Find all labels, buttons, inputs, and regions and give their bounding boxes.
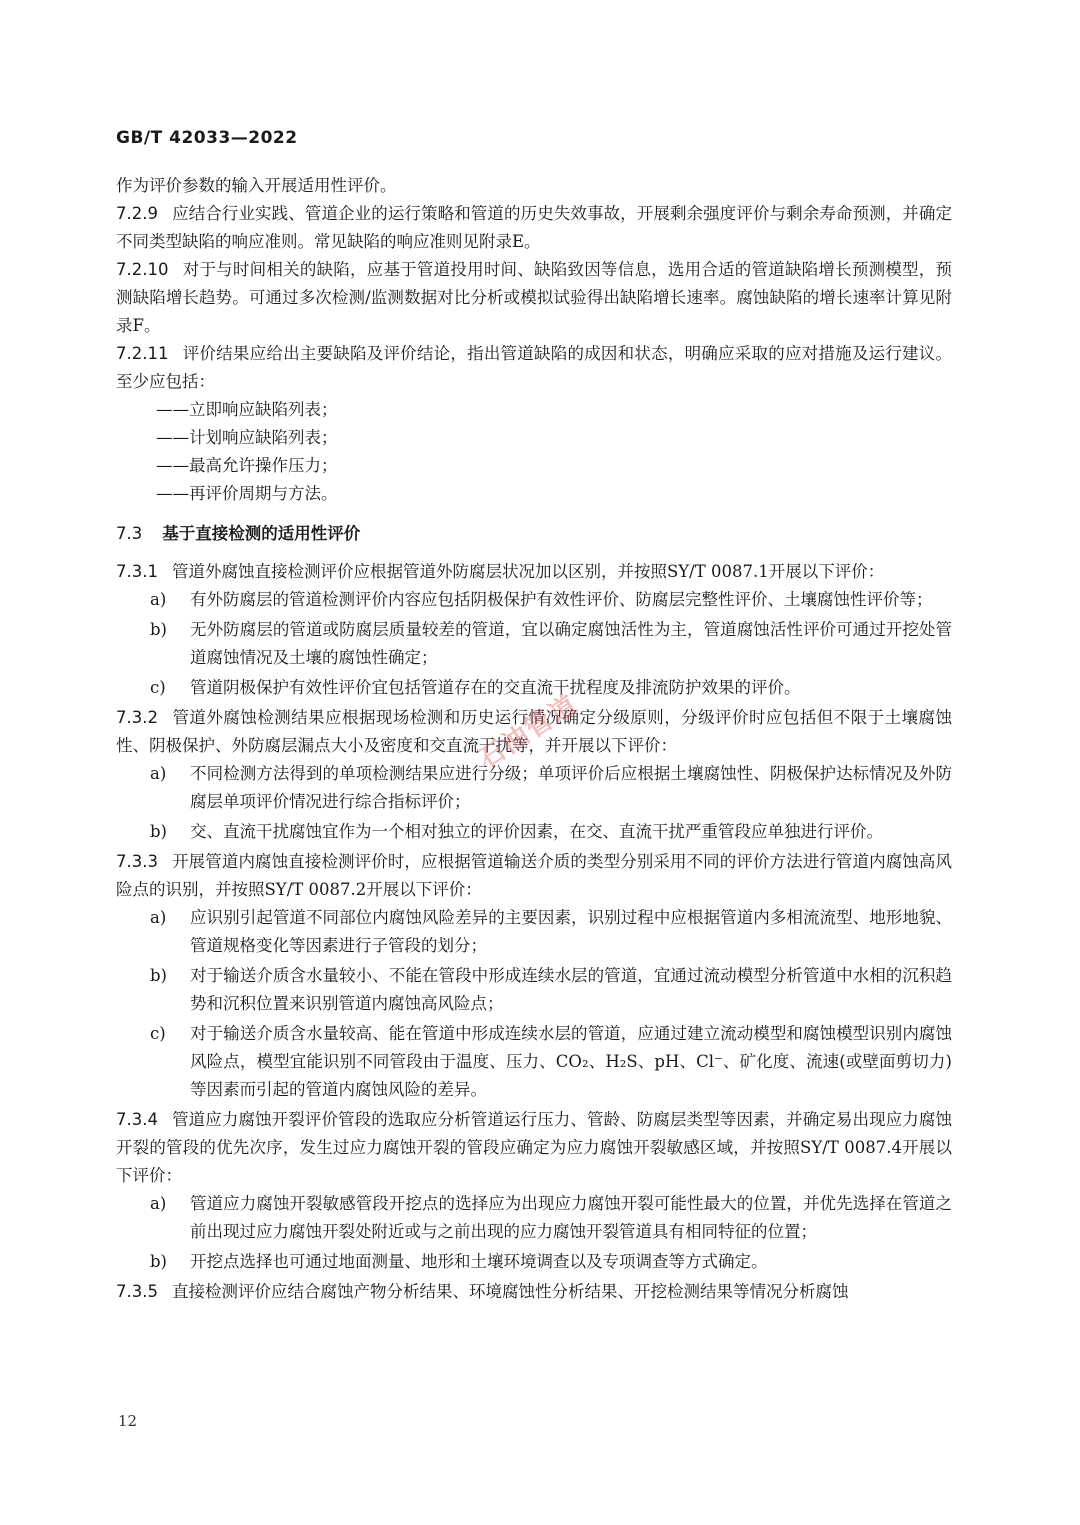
clause-number: 7.2.10 xyxy=(116,260,169,279)
clause-7-2-9 xyxy=(116,200,952,256)
clause-7-3-1 xyxy=(116,558,952,586)
list-text: 管道应力腐蚀开裂敏感管段开挖点的选择应为出现应力腐蚀开裂可能性最大的位置，并优先选择在管道之前出现过应力腐蚀开裂处附近或与之前出现的应力腐蚀开裂管道具有相同特征的位置； xyxy=(190,1194,952,1241)
dash-item: ——计划响应缺陷列表； xyxy=(156,428,338,447)
clause-text: 评价结果应给出主要缺陷及评价结论，指出管道缺陷的成因和状态，明确应采取的应对措施及运行建议。至少应包括： xyxy=(116,344,952,391)
list-item xyxy=(116,1020,952,1104)
list-marker: a) xyxy=(150,764,167,783)
clause-number: 7.3.4 xyxy=(116,1110,158,1129)
clause-text: 管道应力腐蚀开裂评价管段的选取应分析管道运行压力、管龄、防腐层类型等因素，并确定易出现应力腐蚀开裂的管段的优先次序，发生过应力腐蚀开裂的管段应确定为应力腐蚀开裂敏感区域，并按照SY/T 0087.4开展以下评价： xyxy=(116,1110,952,1185)
clause-number: 7.2.9 xyxy=(116,204,158,223)
dash-item: ——立即响应缺陷列表； xyxy=(156,400,338,419)
list-text: 对于输送介质含水量较高、能在管道中形成连续水层的管道，应通过建立流动模型和腐蚀模型识别内腐蚀风险点，模型宜能识别不同管段由于温度、压力、CO₂、H₂S、pH、Cl⁻、矿化度、流速(或壁面剪切力)等因素而引起的管道内腐蚀风险的差异。 xyxy=(190,1024,952,1099)
dash-item: ——再评价周期与方法。 xyxy=(156,484,338,503)
list-marker: a) xyxy=(150,908,167,927)
clause-number: 7.3.1 xyxy=(116,562,158,581)
list-marker: c) xyxy=(150,678,166,697)
list-item xyxy=(116,586,952,614)
clause-number: 7.3.3 xyxy=(116,852,158,871)
dash-item: ——最高允许操作压力； xyxy=(156,456,338,475)
list-item xyxy=(116,962,952,1018)
list-item xyxy=(116,818,952,846)
clause-text: 开展管道内腐蚀直接检测评价时，应根据管道输送介质的类型分别采用不同的评价方法进行管道内腐蚀高风险点的识别，并按照SY/T 0087.2开展以下评价： xyxy=(116,852,952,899)
clause-text: 管道外腐蚀直接检测评价应根据管道外防腐层状况加以区别，并按照SY/T 0087.1开展以下评价： xyxy=(171,562,885,581)
list-text: 不同检测方法得到的单项检测结果应进行分级；单项评价后应根据土壤腐蚀性、阴极保护达标情况及外防腐层单项评价情况进行综合指标评价； xyxy=(190,764,952,811)
list-text: 应识别引起管道不同部位内腐蚀风险差异的主要因素，识别过程中应根据管道内多相流流型、地形地貌、管道规格变化等因素进行子管段的划分； xyxy=(190,908,952,955)
list-text: 无外防腐层的管道或防腐层质量较差的管道，宜以确定腐蚀活性为主，管道腐蚀活性评价可通过开挖处管道腐蚀情况及土壤的腐蚀性确定； xyxy=(190,620,952,667)
clause-text: 管道外腐蚀检测结果应根据现场检测和历史运行情况确定分级原则，分级评价时应包括但不限于土壤腐蚀性、阴极保护、外防腐层漏点大小及密度和交直流干扰等，并开展以下评价： xyxy=(116,708,952,755)
clause-7-3-5 xyxy=(116,1278,952,1306)
list-text: 管道阴极保护有效性评价宜包括管道存在的交直流干扰程度及排流防护效果的评价。 xyxy=(190,678,801,697)
section-title: 基于直接检测的适用性评价 xyxy=(162,524,361,543)
list-marker: b) xyxy=(150,822,167,841)
list-text: 开挖点选择也可通过地面测量、地形和土壤环境调查以及专项调查等方式确定。 xyxy=(190,1252,768,1271)
list-item xyxy=(116,760,952,816)
standard-code-header: GB/T 42033—2022 xyxy=(116,128,298,148)
clause-number: 7.3.2 xyxy=(116,708,158,727)
clause-text: 直接检测评价应结合腐蚀产物分析结果、环境腐蚀性分析结果、开挖检测结果等情况分析腐蚀 xyxy=(171,1282,849,1301)
list-item xyxy=(116,616,952,672)
intro-paragraph: 作为评价参数的输入开展适用性评价。 xyxy=(116,176,397,195)
list-item xyxy=(116,674,952,702)
clause-7-3-4 xyxy=(116,1106,952,1190)
list-item xyxy=(116,904,952,960)
list-text: 交、直流干扰腐蚀宜作为一个相对独立的评价因素，在交、直流干扰严重管段应单独进行评价。 xyxy=(190,822,883,841)
clause-7-3-3 xyxy=(116,848,952,904)
list-marker: b) xyxy=(150,620,167,639)
section-heading-7-3 xyxy=(116,520,952,548)
clause-7-2-11 xyxy=(116,340,952,396)
clause-7-2-10 xyxy=(116,256,952,340)
list-text: 有外防腐层的管道检测评价内容应包括阴极保护有效性评价、防腐层完整性评价、土壤腐蚀性评价等； xyxy=(190,590,933,609)
list-marker: a) xyxy=(150,590,167,609)
clause-text: 应结合行业实践、管道企业的运行策略和管道的历史失效事故，开展剩余强度评价与剩余寿命预测，并确定不同类型缺陷的响应准则。常见缺陷的响应准则见附录E。 xyxy=(116,204,952,251)
list-item xyxy=(116,1248,952,1276)
list-item xyxy=(116,1190,952,1246)
list-text: 对于输送介质含水量较小、不能在管段中形成连续水层的管道，宜通过流动模型分析管道中水相的沉积趋势和沉积位置来识别管道内腐蚀高风险点； xyxy=(190,966,952,1013)
clause-number: 7.3.5 xyxy=(116,1282,158,1301)
list-marker: c) xyxy=(150,1024,166,1043)
section-number: 7.3 xyxy=(116,524,143,543)
page-number: 12 xyxy=(118,1412,138,1430)
list-marker: b) xyxy=(150,1252,167,1271)
clause-text: 对于与时间相关的缺陷，应基于管道投用时间、缺陷致因等信息，选用合适的管道缺陷增长预测模型，预测缺陷增长趋势。可通过多次检测/监测数据对比分析或模拟试验得出缺陷增长速率。腐蚀缺陷的增长速率计算见附录F。 xyxy=(116,260,952,335)
list-marker: b) xyxy=(150,966,167,985)
clause-number: 7.2.11 xyxy=(116,344,169,363)
watermark-stamp: 石油管道 xyxy=(473,689,584,776)
list-marker: a) xyxy=(150,1194,167,1213)
